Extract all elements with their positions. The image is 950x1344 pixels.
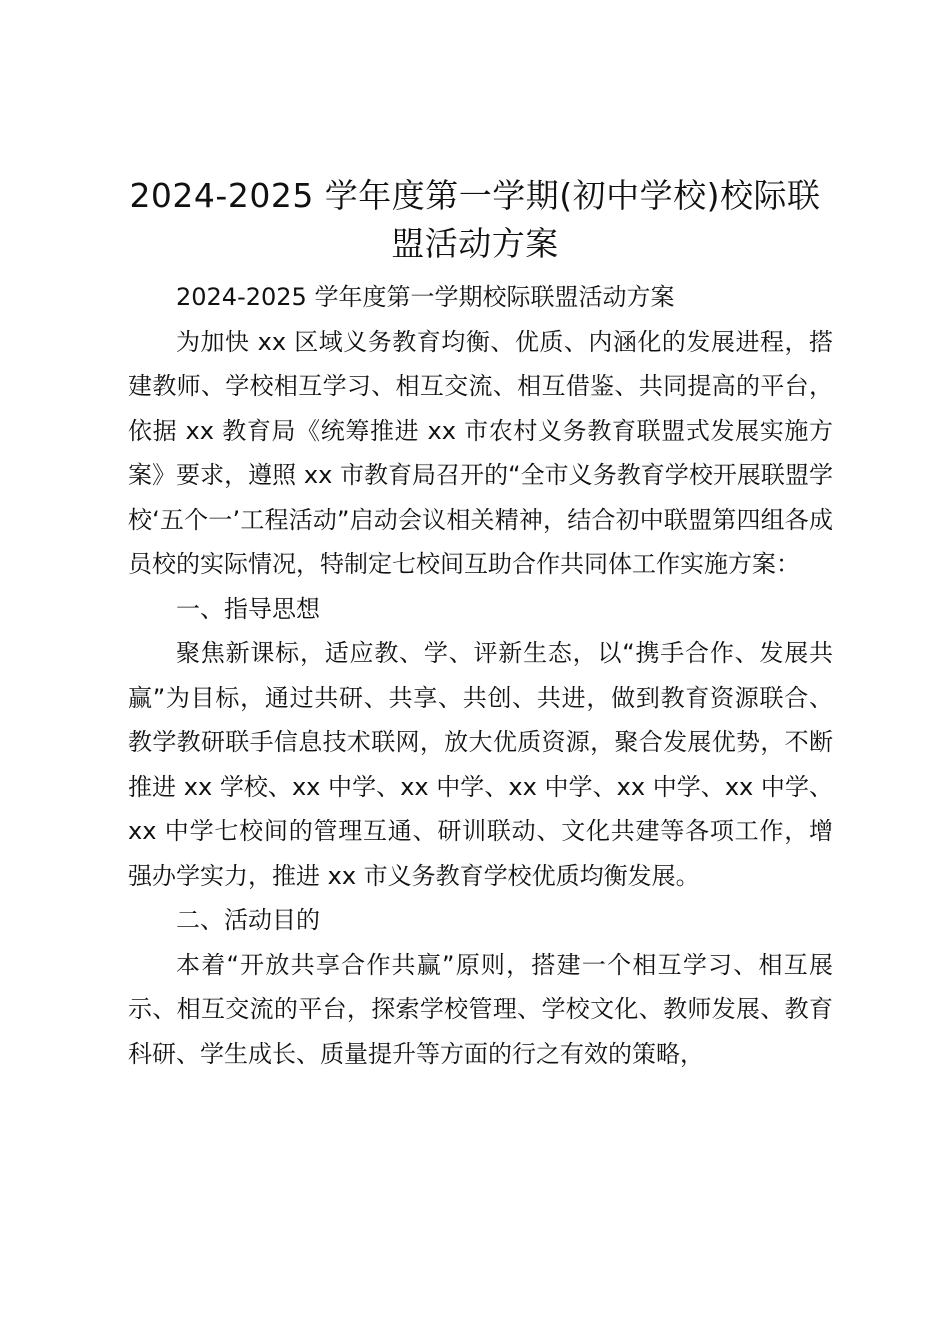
document-title: 2024-2025 学年度第一学期(初中学校)校际联盟活动方案 [129,176,821,263]
guiding-ideology-paragraph: 聚焦新课标，适应教、学、评新生态，以“携手合作、发展共赢”为目标，通过共研、共享、共创、共进，做到教育资源联合、教学教研联手信息技术联网，放大优质资源，聚合发展优势，不断推进 xx 学校、xx 中学、xx 中学、xx 中学、xx 中学、xx 中学、xx 中学七校间的管理互通、研训联动、文化共建等各项工作，增强办学实力，推进 xx 市义务教育学校优质均衡发展。 [128,639,833,890]
subtitle-paragraph: 2024-2025 学年度第一学期校际联盟活动方案 [176,283,675,311]
activity-purpose-paragraph: 本着“开放共享合作共赢”原则，搭建一个相互学习、相互展示、相互交流的平台，探索学校管理、学校文化、教师发展、教育科研、学生成长、质量提升等方面的行之有效的策略， [128,950,833,1068]
document-body [128,275,833,1076]
intro-paragraph: 为加快 xx 区域义务教育均衡、优质、内涵化的发展进程，搭建教师、学校相互学习、相互交流、相互借鉴、共同提高的平台，依据 xx 教育局《统筹推进 xx 市农村义务教育联盟式发展实施方案》要求，遵照 xx 市教育局召开的“全市义务教育学校开展联盟学校‘五个一’工程活动”启动会议相关精神，结合初中联盟第四组各成员校的实际情况，特制定七校间互助合作共同体工作实施方案： [128,327,833,578]
section-heading-activity-purpose: 二、活动目的 [176,906,320,934]
section-heading-guiding-ideology: 一、指导思想 [176,594,320,623]
